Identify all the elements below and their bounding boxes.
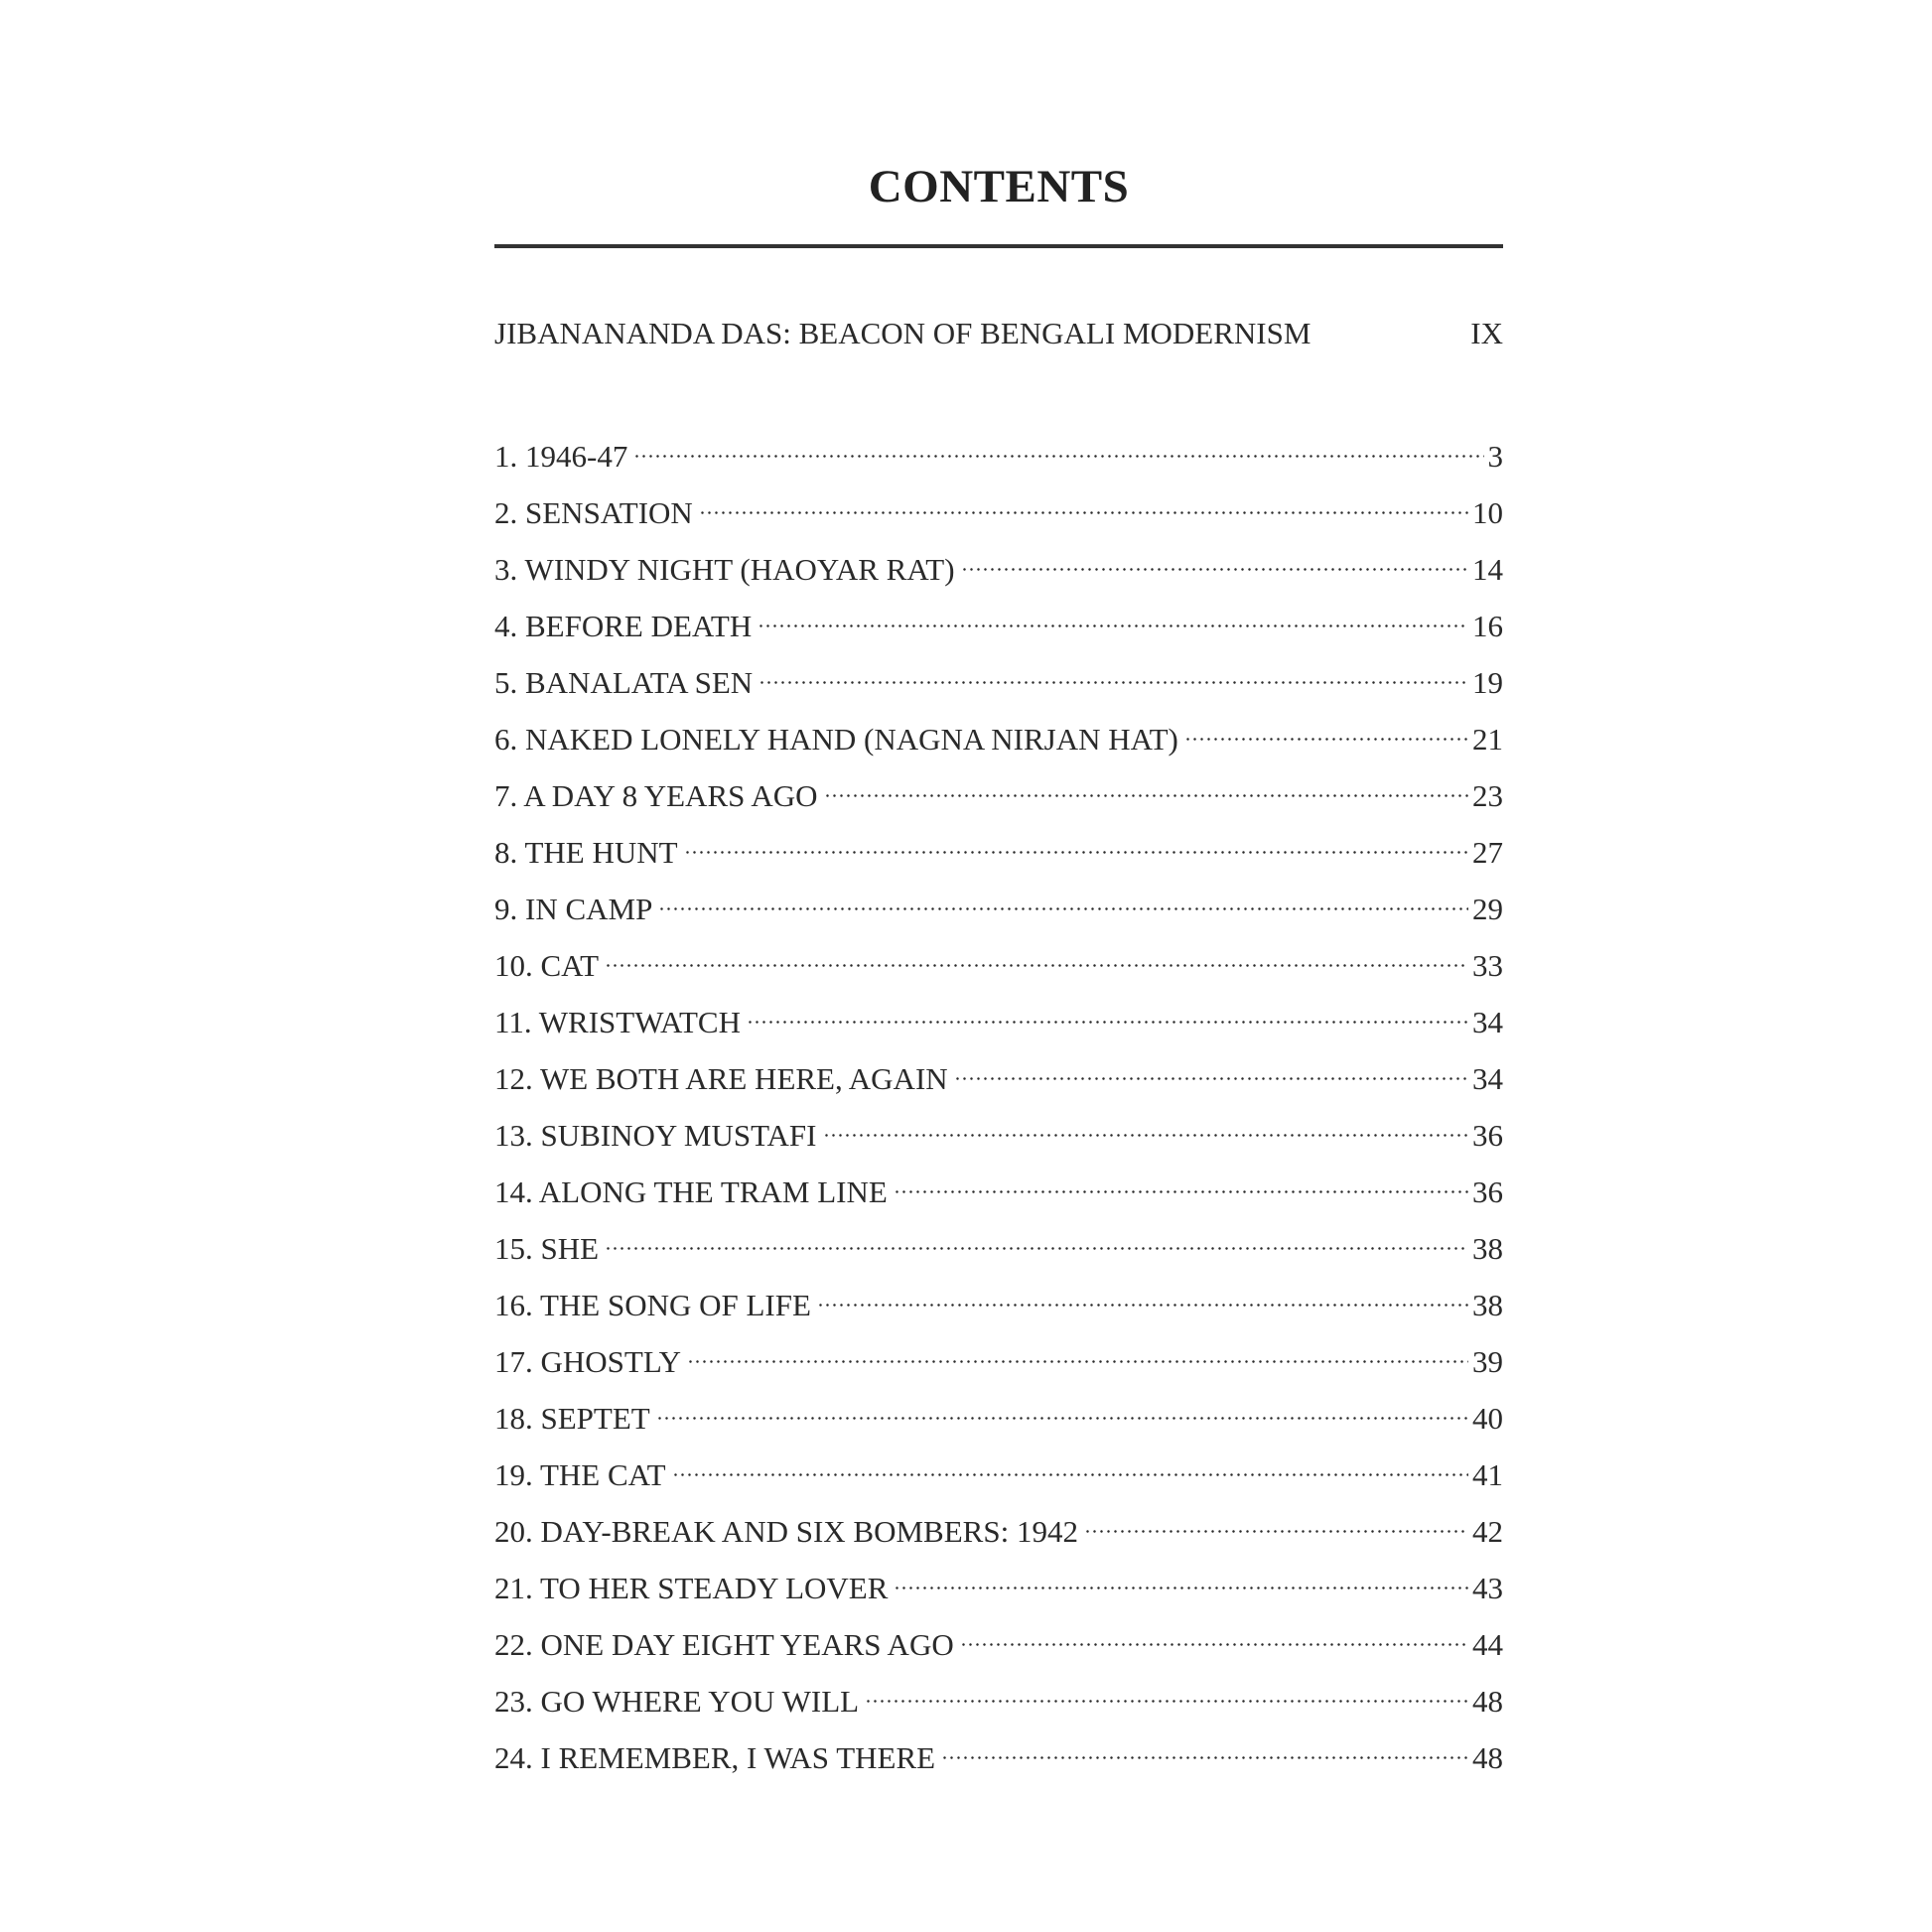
toc-entry-page: 48 (1472, 1684, 1503, 1719)
toc-entry-page: 10 (1472, 495, 1503, 530)
page-title: CONTENTS (868, 161, 1130, 212)
toc-entry[interactable] (494, 989, 1503, 1045)
dot-leader (758, 593, 1468, 636)
toc-entry[interactable] (494, 1668, 1503, 1725)
toc-entry-title: 6. NAKED LONELY HAND (NAGNA NIRJAN HAT) (494, 722, 1178, 757)
dot-leader (656, 1385, 1468, 1429)
toc-entry-title: 4. BEFORE DEATH (494, 609, 753, 643)
toc-entry[interactable] (494, 932, 1503, 989)
toc-entry-page: 34 (1472, 1005, 1503, 1039)
toc-entry-title: 20. DAY-BREAK AND SIX BOMBERS: 1942 (494, 1514, 1078, 1549)
intro-entry-title: JIBANANANDA DAS: BEACON OF BENGALI MODERNISM (494, 316, 1311, 350)
contents-page (494, 0, 1503, 1932)
toc-entry-title: 21. TO HER STEADY LOVER (494, 1571, 889, 1605)
toc-entry[interactable] (494, 1611, 1503, 1668)
toc-entry[interactable] (494, 876, 1503, 932)
toc-entry-page: 14 (1472, 552, 1503, 587)
dot-leader (759, 649, 1468, 693)
toc-entry-title: 8. THE HUNT (494, 835, 678, 870)
toc-entry-title: 3. WINDY NIGHT (HAOYAR RAT) (494, 552, 955, 587)
toc-entry[interactable] (494, 593, 1503, 649)
dot-leader (605, 1215, 1468, 1259)
toc-entry[interactable] (494, 1555, 1503, 1611)
toc-entry[interactable] (494, 1328, 1503, 1385)
dot-leader (658, 876, 1468, 919)
toc-entry-title: 18. SEPTET (494, 1401, 650, 1436)
toc-entry-title: 15. SHE (494, 1231, 600, 1266)
toc-entry[interactable] (494, 1385, 1503, 1442)
dot-leader (1084, 1498, 1468, 1542)
toc-entry-page: 36 (1472, 1118, 1503, 1153)
toc-entry-title: 11. WRISTWATCH (494, 1005, 741, 1039)
toc-entry-page: 48 (1472, 1740, 1503, 1775)
toc-entry-title: 19. THE CAT (494, 1457, 666, 1492)
toc-entry[interactable] (494, 1272, 1503, 1328)
dot-leader (954, 1045, 1468, 1089)
toc-entry-page: 16 (1472, 609, 1503, 643)
toc-entry-page: 38 (1472, 1288, 1503, 1322)
dot-leader (684, 819, 1468, 863)
toc-entry[interactable] (494, 1159, 1503, 1215)
toc-entry[interactable] (494, 423, 1503, 480)
toc-entry-page: 21 (1472, 722, 1503, 757)
toc-entry[interactable] (494, 1215, 1503, 1272)
toc-entry-title: 16. THE SONG OF LIFE (494, 1288, 811, 1322)
toc-entry[interactable] (494, 1498, 1503, 1555)
dot-leader (687, 1328, 1468, 1372)
toc-entry-title: 13. SUBINOY MUSTAFI (494, 1118, 817, 1153)
toc-entry-page: 41 (1472, 1457, 1503, 1492)
toc-entry-title: 10. CAT (494, 948, 600, 983)
dot-leader (961, 536, 1468, 580)
toc-list (494, 423, 1503, 1781)
dot-leader (1184, 706, 1468, 750)
toc-entry[interactable] (494, 480, 1503, 536)
dot-leader (960, 1611, 1468, 1655)
intro-entry-page: IX (1470, 316, 1503, 350)
toc-entry[interactable] (494, 1442, 1503, 1498)
toc-entry-page: 36 (1472, 1174, 1503, 1209)
toc-entry-page: 38 (1472, 1231, 1503, 1266)
toc-entry-title: 14. ALONG THE TRAM LINE (494, 1174, 888, 1209)
dot-leader (865, 1668, 1468, 1712)
toc-entry[interactable] (494, 1102, 1503, 1159)
title-rule (494, 244, 1503, 248)
toc-entry[interactable] (494, 706, 1503, 762)
dot-leader (747, 989, 1468, 1033)
dot-leader (941, 1725, 1468, 1768)
toc-entry-page: 43 (1472, 1571, 1503, 1605)
intro-entry[interactable] (494, 312, 1503, 355)
toc-entry-title: 5. BANALATA SEN (494, 665, 754, 700)
toc-entry-title: 23. GO WHERE YOU WILL (494, 1684, 860, 1719)
toc-entry-page: 44 (1472, 1627, 1503, 1662)
toc-entry-page: 39 (1472, 1344, 1503, 1379)
dot-leader (823, 1102, 1469, 1146)
toc-entry-title: 22. ONE DAY EIGHT YEARS AGO (494, 1627, 954, 1662)
toc-entry-page: 33 (1472, 948, 1503, 983)
toc-entry-page: 27 (1472, 835, 1503, 870)
dot-leader (894, 1555, 1468, 1598)
toc-entry[interactable] (494, 762, 1503, 819)
toc-entry[interactable] (494, 1725, 1503, 1781)
toc-entry-title: 24. I REMEMBER, I WAS THERE (494, 1740, 936, 1775)
toc-entry-page: 42 (1472, 1514, 1503, 1549)
toc-entry-page: 3 (1487, 439, 1503, 474)
toc-entry-title: 17. GHOSTLY (494, 1344, 682, 1379)
toc-entry[interactable] (494, 819, 1503, 876)
toc-entry-page: 19 (1472, 665, 1503, 700)
toc-entry-title: 7. A DAY 8 YEARS AGO (494, 778, 818, 813)
toc-entry-page: 23 (1472, 778, 1503, 813)
toc-entry-title: 2. SENSATION (494, 495, 693, 530)
dot-leader (824, 762, 1468, 806)
dot-leader (894, 1159, 1468, 1202)
toc-entry-title: 12. WE BOTH ARE HERE, AGAIN (494, 1061, 948, 1096)
dot-leader (672, 1442, 1468, 1485)
dot-leader (605, 932, 1468, 976)
toc-entry[interactable] (494, 649, 1503, 706)
toc-entry-page: 34 (1472, 1061, 1503, 1096)
toc-entry-page: 40 (1472, 1401, 1503, 1436)
toc-entry[interactable] (494, 536, 1503, 593)
dot-leader (633, 423, 1483, 467)
toc-entry[interactable] (494, 1045, 1503, 1102)
toc-entry-title: 9. IN CAMP (494, 892, 653, 926)
toc-entry-page: 29 (1472, 892, 1503, 926)
toc-entry-title: 1. 1946-47 (494, 439, 628, 474)
dot-leader (699, 480, 1468, 523)
dot-leader (817, 1272, 1468, 1315)
